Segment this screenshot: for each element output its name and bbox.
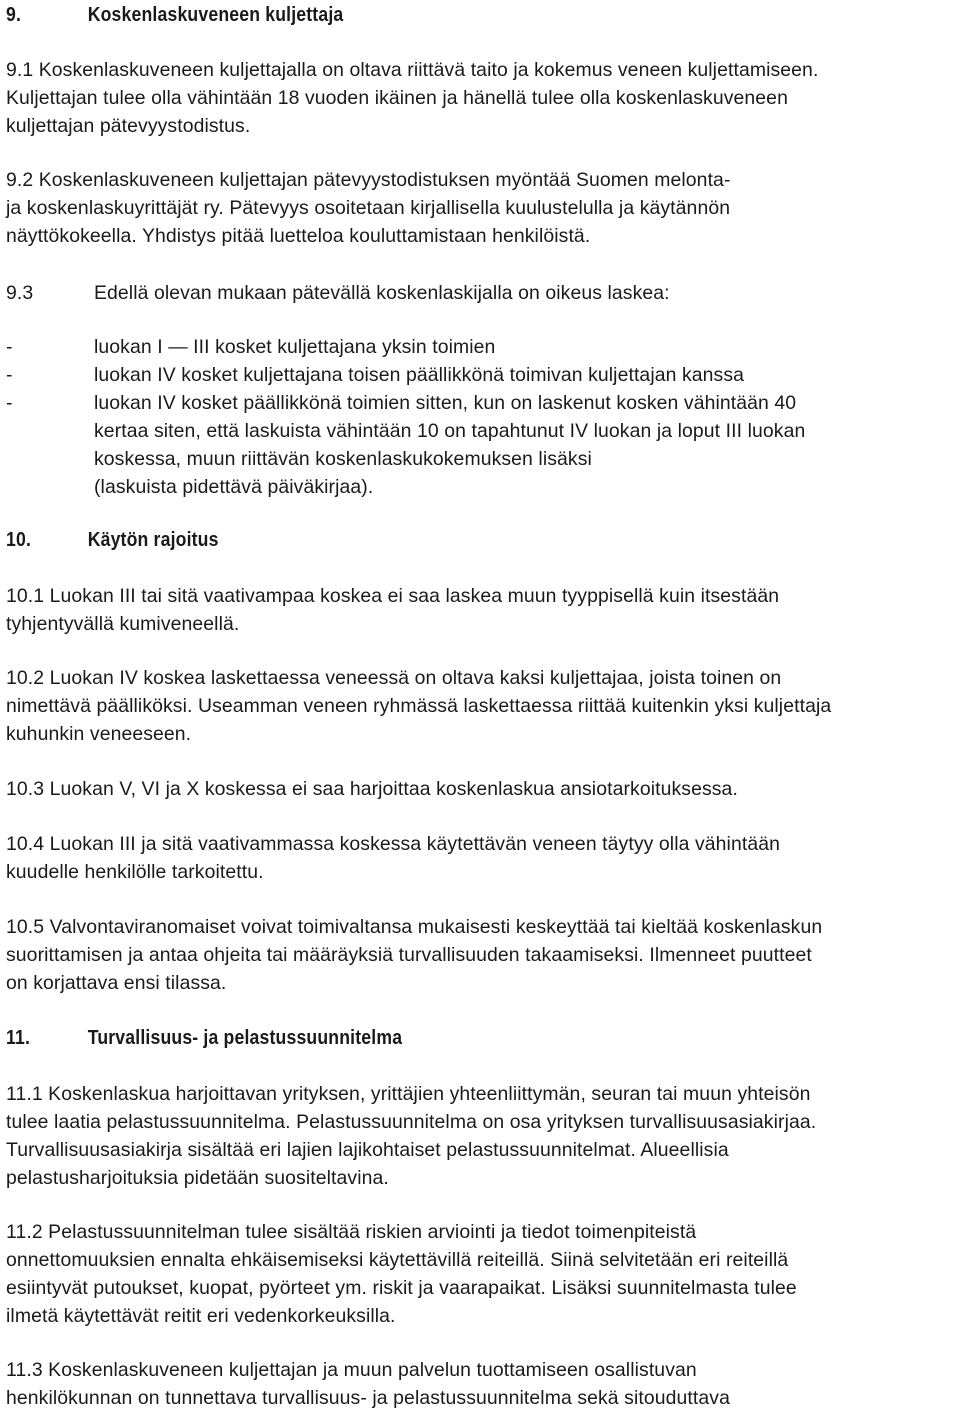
list-item-3-text-line-2: kertaa siten, että laskuista vähintään 10 on tapahtunut IV luokan ja loput III luokan — [94, 420, 806, 442]
list-item-1 — [6, 333, 496, 361]
paragraph-9-3-number: 9.3 — [6, 282, 34, 304]
paragraph-9-3-text: Edellä olevan mukaan pätevällä koskenlaskijalla on oikeus laskea: — [94, 282, 670, 304]
paragraph-10-2-line-2: nimettävä päälliköksi. Useamman veneen ryhmässä laskettaessa riittää kuitenkin yksi kuljettaja — [6, 695, 832, 717]
paragraph-10-1-line-2: tyhjentyvällä kumiveneellä. — [6, 613, 240, 635]
section-10-heading — [6, 526, 219, 554]
list-dash: - — [6, 336, 13, 358]
paragraph-11-3-line-2: henkilökunnan on tunnettava turvallisuus- ja pelastussuunnitelma sekä sitouduttava — [6, 1387, 730, 1409]
paragraph-10-5-line-1: 10.5 Valvontaviranomaiset voivat toimivaltansa mukaisesti keskeyttää tai kieltää koskenlaskun — [6, 916, 823, 938]
paragraph-11-1-line-2: tulee laatia pelastussuunnitelma. Pelastussuunnitelma on osa yrityksen turvallisuusasiakirjaa. — [6, 1111, 817, 1133]
paragraph-11-2-line-3: esiintyvät putoukset, kuopat, pyörteet ym. riskit ja vaarapaikat. Lisäksi suunnitelmasta tulee — [6, 1277, 797, 1299]
section-10-number: 10. — [6, 528, 32, 551]
list-dash: - — [6, 364, 13, 386]
paragraph-11-1-line-4: pelastusharjoituksia pidetään suositeltavina. — [6, 1167, 389, 1189]
paragraph-11-2-line-1: 11.2 Pelastussuunnitelman tulee sisältää riskien arviointi ja tiedot toimenpiteistä — [6, 1221, 697, 1243]
paragraph-11-1-line-1: 11.1 Koskenlaskua harjoittavan yrityksen, yrittäjien yhteenliittymän, seuran tai muun yhteisön — [6, 1083, 811, 1105]
paragraph-9-2-line-1: 9.2 Koskenlaskuveneen kuljettajan pätevyystodistuksen myöntää Suomen melonta- — [6, 169, 731, 191]
paragraph-11-3-line-1: 11.3 Koskenlaskuveneen kuljettajan ja muun palvelun tuottamiseen osallistuvan — [6, 1359, 697, 1381]
paragraph-9-1-line-2: Kuljettajan tulee olla vähintään 18 vuoden ikäinen ja hänellä tulee olla koskenlaskuveneen — [6, 87, 788, 109]
list-dash: - — [6, 392, 13, 414]
list-item-3 — [6, 389, 797, 417]
paragraph-11-2-line-2: onnettomuuksien ennalta ehkäisemiseksi käytettävillä reiteillä. Siinä selvitetään eri reiteillä — [6, 1249, 789, 1271]
list-item-2-text: luokan IV kosket kuljettajana toisen päällikkönä toimivan kuljettajan kanssa — [94, 364, 745, 386]
paragraph-10-4-line-1: 10.4 Luokan III ja sitä vaativammassa koskessa käytettävän veneen täytyy olla vähintään — [6, 833, 780, 855]
paragraph-10-1-line-1: 10.1 Luokan III tai sitä vaativampaa koskea ei saa laskea muun tyyppisellä kuin itsestään — [6, 585, 780, 607]
paragraph-9-1-line-3: kuljettajan pätevyystodistus. — [6, 115, 251, 137]
paragraph-11-2-line-4: ilmetä käytettävät reitit eri vedenkorkeuksilla. — [6, 1305, 396, 1327]
section-11-title: Turvallisuus- ja pelastussuunnitelma — [87, 1026, 403, 1049]
paragraph-10-2-line-3: kuhunkin veneeseen. — [6, 723, 192, 745]
section-11-number: 11. — [6, 1026, 31, 1049]
list-item-3-text-line-4: (laskuista pidettävä päiväkirjaa). — [94, 476, 374, 498]
section-9-heading — [6, 1, 343, 29]
paragraph-10-3-line-1: 10.3 Luokan V, VI ja X koskessa ei saa harjoittaa koskenlaskua ansiotarkoituksessa. — [6, 778, 738, 800]
paragraph-10-2-line-1: 10.2 Luokan IV koskea laskettaessa veneessä on oltava kaksi kuljettajaa, joista toinen on — [6, 667, 782, 689]
list-item-3-text-line-3: koskessa, muun riittävän koskenlaskukokemuksen lisäksi — [94, 448, 592, 470]
list-item-1-text: luokan I — III kosket kuljettajana yksin toimien — [94, 336, 496, 358]
section-11-heading — [6, 1024, 402, 1052]
paragraph-10-5-line-3: on korjattava ensi tilassa. — [6, 972, 227, 994]
paragraph-9-1-line-1: 9.1 Koskenlaskuveneen kuljettajalla on oltava riittävä taito ja kokemus veneen kuljettamiseen. — [6, 59, 819, 81]
paragraph-9-2-line-2: ja koskenlaskuyrittäjät ry. Pätevyys osoitetaan kirjallisella kuulustelulla ja käytännön — [6, 197, 731, 219]
section-9-title: Koskenlaskuveneen kuljettaja — [87, 3, 344, 26]
paragraph-9-2-line-3: näyttökokeella. Yhdistys pitää luetteloa kouluttamistaan henkilöistä. — [6, 225, 591, 247]
list-item-2 — [6, 361, 745, 389]
paragraph-10-4-line-2: kuudelle henkilölle tarkoitettu. — [6, 861, 264, 883]
section-9-number: 9. — [6, 3, 22, 26]
list-item-3-text-line-1: luokan IV kosket päällikkönä toimien sitten, kun on laskenut kosken vähintään 40 — [94, 392, 797, 414]
paragraph-9-3 — [6, 279, 670, 307]
paragraph-11-1-line-3: Turvallisuusasiakirja sisältää eri lajien lajikohtaiset pelastussuunnitelmat. Alueellisia — [6, 1139, 729, 1161]
section-10-title: Käytön rajoitus — [87, 528, 219, 551]
paragraph-10-5-line-2: suorittamisen ja antaa ohjeita tai määräyksiä turvallisuuden takaamiseksi. Ilmenneet puutteet — [6, 944, 812, 966]
